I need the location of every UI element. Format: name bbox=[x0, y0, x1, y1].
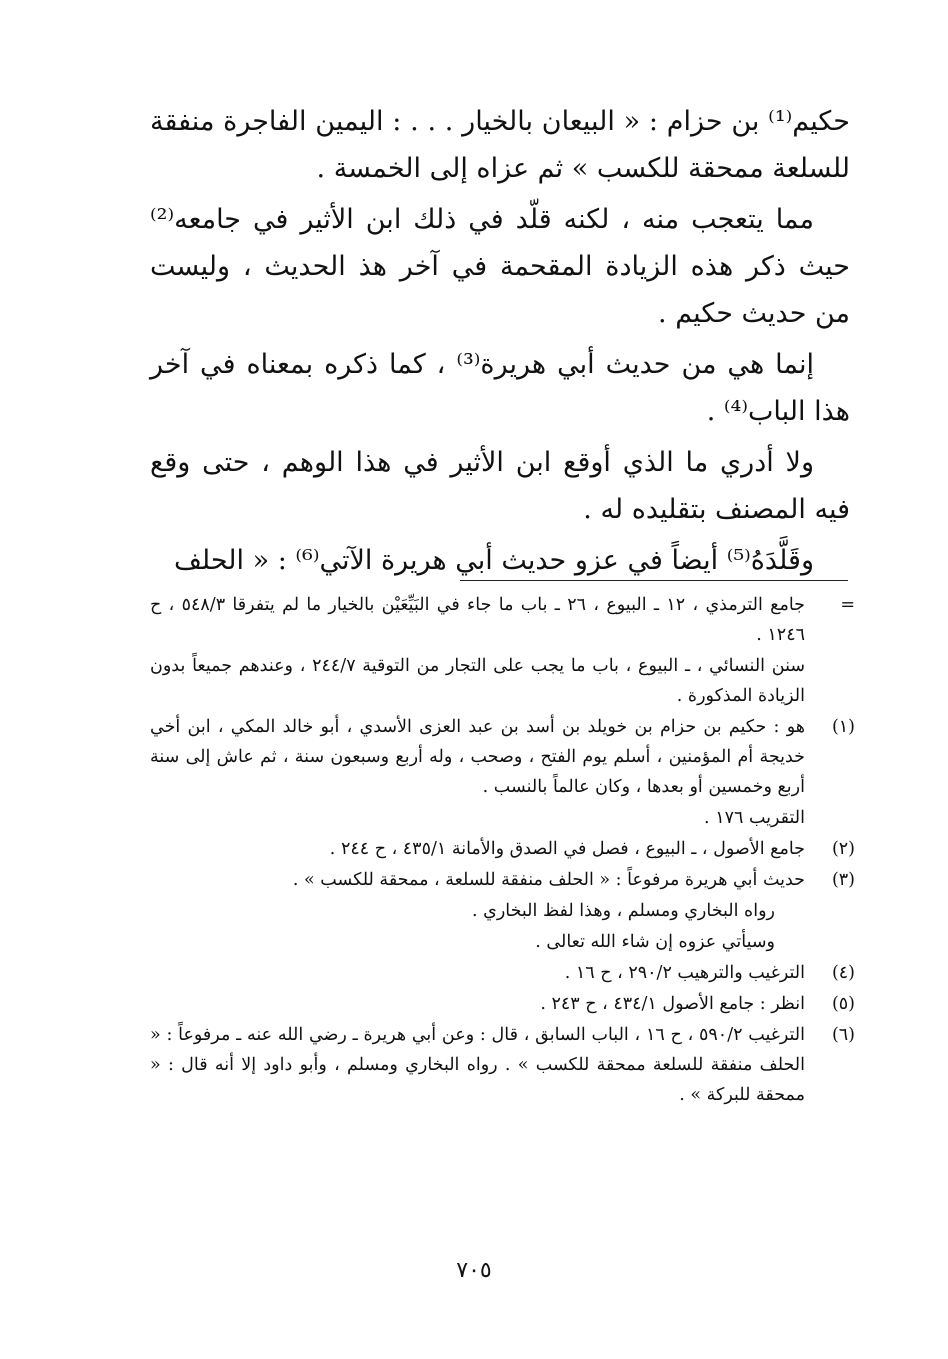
footnote-text: الترغيب والترهيب ٢٩٠/٢ ، ح ١٦ . bbox=[564, 963, 805, 983]
footnote-marker: (٥) bbox=[831, 994, 855, 1014]
page-number: ٧٠٥ bbox=[456, 1258, 492, 1283]
footnote-continuation bbox=[150, 590, 855, 650]
footnote-2 bbox=[150, 834, 855, 864]
footnote-3-line bbox=[150, 927, 855, 957]
footnotes bbox=[150, 590, 855, 1111]
paragraph-4: ولا أدري ما الذي أوقع ابن الأثير في هذا الوهم ، حتى وقع فيه المصنف بتقليده له . bbox=[150, 447, 850, 525]
footnote-1-source bbox=[150, 803, 855, 833]
footnote-marker bbox=[805, 803, 855, 833]
footnote-text: الترغيب ٥٩٠/٢ ، ح ١٦ ، الباب السابق ، قال : وعن أبي هريرة ـ رضي الله عنه ـ مرفوعاً : « الحلف منفقة للسلعة ممحقة للكسب » . رواه البخاري ومسلم ، وأبو داود إلا أنه قال : « ممحقة للبركة » . bbox=[150, 1025, 806, 1105]
footnote-marker bbox=[805, 927, 855, 957]
footnote-text: التقريب ١٧٦ . bbox=[704, 808, 805, 828]
footnote-text: انظر : جامع الأصول ٤٣٤/١ ، ح ٢٤٣ . bbox=[540, 994, 805, 1014]
paragraph-1: حكيم⁽¹⁾ بن حزام : « البيعان بالخيار . . . : اليمين الفاجرة منفقة للسلعة ممحقة للكسب » ثم عزاه إلى الخمسة . bbox=[150, 106, 850, 184]
main-text bbox=[150, 98, 850, 588]
footnote-marker bbox=[805, 651, 855, 711]
footnote-continuation bbox=[150, 651, 855, 711]
paragraph-5: وقَلَّدَهُ⁽⁵⁾ أيضاً في عزو حديث أبي هريرة الآتي⁽⁶⁾ : « الحلف bbox=[173, 545, 814, 576]
footnote-text: جامع الترمذي ، ١٢ ـ البيوع ، ٢٦ ـ باب ما جاء في البَيِّعَيْن بالخيار ما لم يتفرقا ٥٤٨/٣ ، ح ١٢٤٦ . bbox=[150, 595, 805, 645]
footnote-text: جامع الأصول ، ـ البيوع ، فصل في الصدق والأمانة ٤٣٥/١ ، ح ٢٤٤ . bbox=[329, 839, 805, 859]
footnote-1 bbox=[150, 712, 855, 802]
paragraph-3: إنما هي من حديث أبي هريرة⁽³⁾ ، كما ذكره بمعناه في آخر هذا الباب⁽⁴⁾ . bbox=[150, 349, 850, 427]
footnote-6 bbox=[150, 1020, 855, 1110]
paragraph-2: مما يتعجب منه ، لكنه قلّد في ذلك ابن الأثير في جامعه⁽²⁾ حيث ذكر هذه الزيادة المقحمة في آخر هذ الحديث ، وليست من حديث حكيم . bbox=[150, 204, 850, 329]
footnote-text: سنن النسائي ، ـ البيوع ، باب ما يجب على التجار من التوقية ٢٤٤/٧ ، وعندهم جميعاً بدون الزيادة المذكورة . bbox=[150, 656, 806, 706]
footnote-3-line bbox=[150, 896, 855, 926]
footnote-marker: (٣) bbox=[831, 870, 855, 890]
footnote-marker bbox=[805, 896, 855, 926]
footnote-text: حديث أبي هريرة مرفوعاً : « الحلف منفقة للسلعة ، ممحقة للكسب » . bbox=[292, 870, 805, 890]
footnote-marker: (٢) bbox=[831, 839, 855, 859]
footnote-3 bbox=[150, 865, 855, 895]
footnote-text: وسيأتي عزوه إن شاء الله تعالى . bbox=[535, 932, 775, 952]
footnote-marker: (٦) bbox=[831, 1025, 855, 1045]
footnote-divider bbox=[460, 580, 848, 581]
footnote-marker: (٤) bbox=[831, 963, 855, 983]
footnote-5 bbox=[150, 989, 855, 1019]
footnote-marker: (١) bbox=[831, 717, 855, 737]
footnote-text: هو : حكيم بن حزام بن خويلد بن أسد بن عبد العزى الأسدي ، أبو خالد المكي ، ابن أخي خديجة أم المؤمنين ، أسلم يوم الفتح ، وصحب ، وله أربع وسبعون سنة ، ثم عاش إلى سنة أربع وخمسين أو بعدها ، وكان عالماً بالنسب . bbox=[150, 717, 805, 797]
footnote-text: رواه البخاري ومسلم ، وهذا لفظ البخاري . bbox=[472, 901, 775, 921]
footnote-4 bbox=[150, 958, 855, 988]
footnote-marker: = bbox=[840, 595, 855, 615]
